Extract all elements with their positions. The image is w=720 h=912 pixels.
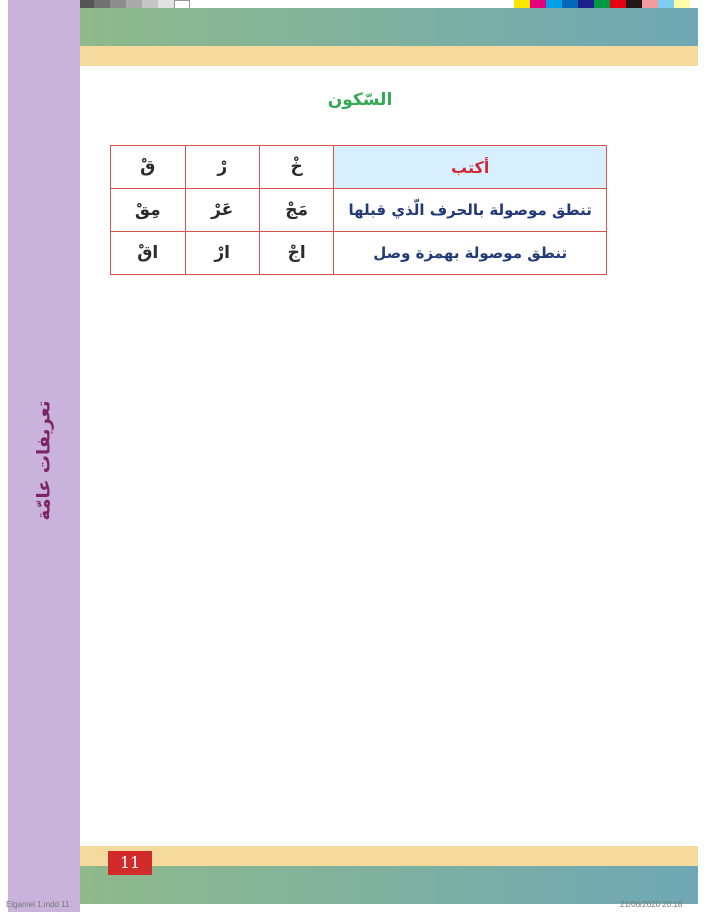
header-label: أكتب xyxy=(334,146,607,189)
row-label: تنطق موصولة بالحرف الّذي قبلها xyxy=(334,189,607,232)
sukun-table xyxy=(110,145,607,275)
lesson-title: السّكون xyxy=(327,90,393,110)
sidebar-title xyxy=(8,395,80,525)
table-row xyxy=(111,189,607,232)
table-header-row xyxy=(111,146,607,189)
table-cell: اقْ xyxy=(111,232,186,275)
table-cell: ارْ xyxy=(185,232,259,275)
header-cell: رْ xyxy=(185,146,259,189)
header-strip xyxy=(80,46,698,66)
footer-band xyxy=(80,866,698,904)
page-number: 11 xyxy=(108,851,152,875)
header-cell: خْ xyxy=(259,146,333,189)
table-cell: مَجْ xyxy=(259,189,333,232)
table-cell: مِقْ xyxy=(111,189,186,232)
file-slug: Elgamel 1.indd 11 xyxy=(6,900,70,909)
table-row xyxy=(111,232,607,275)
sidebar-title-text: تعريفات عامّة xyxy=(33,399,55,521)
print-timestamp: 21/06/2020 20:18 xyxy=(620,900,683,909)
header-cell: قْ xyxy=(111,146,186,189)
table-cell: اجْ xyxy=(259,232,333,275)
table-cell: عَرْ xyxy=(185,189,259,232)
row-label: تنطق موصولة بهمزة وصل xyxy=(334,232,607,275)
header-band xyxy=(80,8,698,46)
footer-strip xyxy=(80,846,698,866)
